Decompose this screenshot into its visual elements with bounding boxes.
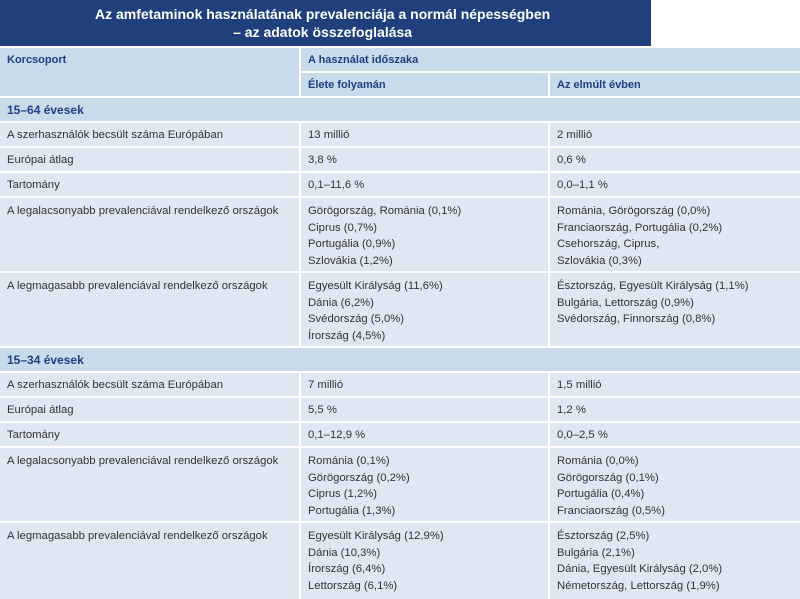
row-label-lowest-prevalence: A legalacsonyabb prevalenciával rendelkező országok	[0, 198, 299, 271]
row-label-european-average: Európai átlag	[0, 148, 299, 171]
last-year-line: Franciaország (0,5%)	[557, 504, 665, 517]
last-year-line: 1,2 %	[557, 404, 586, 416]
lifetime-line: 3,8 %	[308, 154, 337, 166]
table-title	[95, 5, 550, 41]
lifetime-cell	[301, 173, 548, 196]
last-year-line: Franciaország, Portugália (0,2%)	[557, 221, 723, 234]
lifetime-line: Szlovákia (1,2%)	[308, 254, 393, 267]
last-year-line: Románia (0,0%)	[557, 455, 639, 467]
lifetime-cell	[301, 123, 548, 146]
last-year-line: Csehország, Ciprus,	[557, 238, 660, 250]
last-year-line: Svédország, Finnország (0,8%)	[557, 313, 716, 325]
last-year-line: Dánia, Egyesült Királyság (2,0%)	[557, 563, 723, 575]
last-year-line: Portugália (0,4%)	[557, 488, 645, 500]
lifetime-cell	[301, 398, 548, 421]
lifetime-cell	[301, 273, 548, 346]
prevalence-table	[0, 48, 800, 599]
header-age-group: Korcsoport	[0, 48, 299, 96]
row-label-european-average: Európai átlag	[0, 398, 299, 421]
lifetime-line: 7 millió	[308, 379, 344, 391]
last-year-cell	[550, 423, 800, 446]
header-last-year: Az elmúlt évben	[550, 73, 800, 96]
lifetime-line: 0,1–11,6 %	[308, 179, 365, 191]
last-year-cell	[550, 148, 800, 171]
lifetime-cell	[301, 423, 548, 446]
last-year-cell	[550, 273, 800, 346]
lifetime-line: 0,1–12,9 %	[308, 429, 366, 441]
last-year-line: 2 millió	[557, 129, 593, 141]
lifetime-line: Ciprus (1,2%)	[308, 488, 378, 500]
last-year-line: Bulgária, Lettország (0,9%)	[557, 296, 694, 309]
row-label-estimated-users: A szerhasználók becsült száma Európában	[0, 373, 299, 396]
section-label-15-64: 15–64 évesek	[0, 98, 800, 121]
lifetime-line: Egyesült Királyság (11,6%)	[308, 280, 443, 292]
last-year-cell	[550, 123, 800, 146]
header-usage-period: A használat időszaka	[301, 48, 800, 71]
row-label-estimated-users: A szerhasználók becsült száma Európában	[0, 123, 299, 146]
lifetime-line: Ciprus (0,7%)	[308, 221, 378, 234]
last-year-cell	[550, 398, 800, 421]
header-lifetime: Élete folyamán	[301, 73, 548, 96]
last-year-cell	[550, 198, 800, 271]
lifetime-line: Dánia (6,2%)	[308, 296, 374, 309]
lifetime-line: Egyesült Királyság (12,9%)	[308, 530, 444, 542]
last-year-cell	[550, 448, 800, 521]
row-label-highest-prevalence: A legmagasabb prevalenciával rendelkező országok	[0, 523, 299, 599]
lifetime-line: Görögország (0,2%)	[308, 471, 410, 484]
last-year-line: 0,6 %	[557, 154, 586, 166]
row-label-highest-prevalence: A legmagasabb prevalenciával rendelkező országok	[0, 273, 299, 346]
last-year-line: Németország, Lettország (1,9%)	[557, 579, 720, 592]
lifetime-cell	[301, 148, 548, 171]
title-line-2: – az adatok összefoglalása	[233, 24, 413, 40]
row-label-range: Tartomány	[0, 423, 299, 446]
lifetime-line: Románia (0,1%)	[308, 455, 390, 467]
last-year-line: Bulgária (2,1%)	[557, 546, 635, 559]
last-year-cell	[550, 173, 800, 196]
lifetime-cell	[301, 448, 548, 521]
row-label-lowest-prevalence: A legalacsonyabb prevalenciával rendelkező országok	[0, 448, 299, 521]
lifetime-cell	[301, 373, 548, 396]
lifetime-line: Írország (4,5%)	[308, 329, 386, 342]
last-year-cell	[550, 523, 800, 599]
lifetime-line: Görögország, Románia (0,1%)	[308, 205, 462, 217]
last-year-line: Észtország, Egyesült Királyság (1,1%)	[557, 280, 749, 292]
lifetime-line: Portugália (1,3%)	[308, 504, 396, 517]
last-year-line: Görögország (0,1%)	[557, 471, 659, 484]
lifetime-line: Svédország (5,0%)	[308, 313, 405, 325]
section-label-15-34: 15–34 évesek	[0, 348, 800, 371]
lifetime-line: 5,5 %	[308, 404, 337, 416]
last-year-line: 0,0–1,1 %	[557, 179, 608, 191]
lifetime-line: Lettország (6,1%)	[308, 579, 398, 592]
last-year-line: Észtország (2,5%)	[557, 530, 650, 542]
last-year-line: 1,5 millió	[557, 379, 602, 391]
last-year-line: Románia, Görögország (0,0%)	[557, 205, 711, 217]
lifetime-line: Dánia (10,3%)	[308, 546, 381, 559]
lifetime-cell	[301, 198, 548, 271]
lifetime-line: Portugália (0,9%)	[308, 238, 396, 250]
lifetime-line: Írország (6,4%)	[308, 563, 386, 575]
last-year-line: Szlovákia (0,3%)	[557, 254, 642, 267]
table-title-box	[0, 0, 651, 46]
last-year-line: 0,0–2,5 %	[557, 429, 608, 441]
title-line-1: Az amfetaminok használatának prevalenciája a normál népességben	[95, 6, 551, 22]
row-label-range: Tartomány	[0, 173, 299, 196]
last-year-cell	[550, 373, 800, 396]
lifetime-line: 13 millió	[308, 129, 350, 141]
lifetime-cell	[301, 523, 548, 599]
